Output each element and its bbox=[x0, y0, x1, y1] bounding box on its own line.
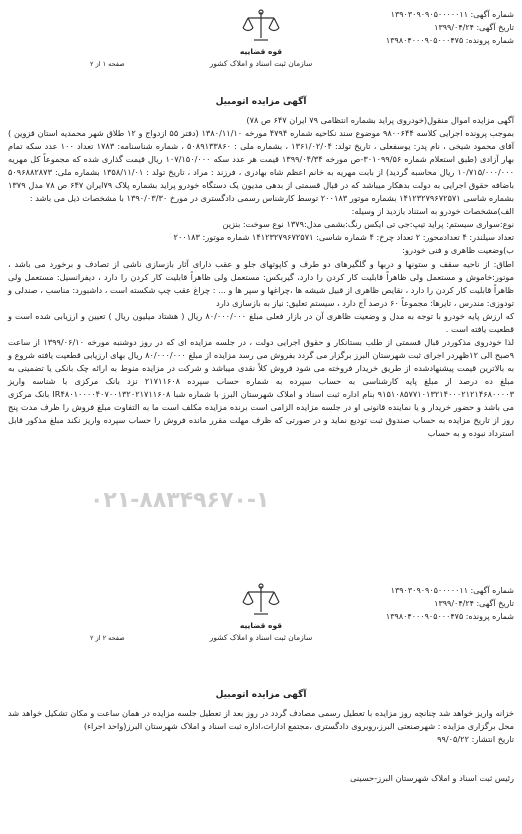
paragraph: اطاق: از ناحیه سقف و ستونها و دربها و گلگیرهای دو طرف و کاپوتهای جلو و عقب دارای آثار بازسازی ناشی از تصادف و برخورد می باشد ، موتور:خاموش و مستعمل ولی ظاهراً قابلیت کار کردن را دارد، گیربکس: مستعمل ولی ظاهراً قابلیت کار کردن را دارد ، دیفرانسیل: مستعمل ولی ظاهراً قابلیت کار کردن را دارد ، نقایص ظاهری از قبیل شیشه ها ،چراغها و سپر ها و ... : چراغ عقب چپ شکسته است ، داشبورد: مناسب ، صندلی و تودوزی: مندرس ، تایرها: مجموعاً ۶۰ درصد آج دارد ، سیستم تعلیق: نیاز به بازسازی دارد bbox=[8, 258, 514, 308]
organization-name: سازمان ثبت اسناد و املاک کشور bbox=[209, 633, 313, 642]
organization-name: سازمان ثبت اسناد و املاک کشور bbox=[209, 59, 313, 68]
case-number: شماره پرونده: ۱۳۹۸۰۴۰۰۰۹۰۵۰۰۰۴۷۵ bbox=[385, 36, 514, 45]
paragraph: آگهی مزایده اموال منقول(خودروی پراید بشماره انتظامی ۷۹ ایران ۶۴۷ ص ۷۸) bbox=[246, 115, 514, 125]
phone-watermark: ۰۲۱-۸۸۳۴۹۶۷۰-۱ bbox=[90, 488, 270, 513]
page-number: صفحه ۱ از ۲ bbox=[90, 60, 125, 68]
document-title: آگهی مزایده اتومبیل bbox=[215, 97, 307, 107]
signature-line: رئیس ثبت اسناد و املاک شهرستان البرز-حسینی bbox=[350, 773, 514, 783]
notice-number: شماره آگهی: ۱۳۹۰۳۰۹۰۹۰۵۰۰۰۰۰۱۱ bbox=[390, 10, 514, 19]
document-body-2 bbox=[8, 707, 514, 746]
paragraph: لذا خودروی مذکوردر قبال قسمتی از طلب بستانکار و حقوق اجرایی دولت ، در جلسه مزایده ای که در روز دوشنبه مورخه ۱۳۹۹/۰۶/۱۰ از ساعت ۹صبح الی ۱۲ظهردر اجرای ثبت شهرستان البرز برگزار می گردد بفروش می رسد مزایده از مبلغ ۸۰/۰۰۰/۰۰۰ ریال بهای ارزیابی قطعیت یافته شروع و به بالاترین قیمت پیشنهادشده از طریق خریدار فروخته می شود فروش کلاً نقدی میباشد و شرکت در مزایده منوط به ارائه چک بانکی یا تضمینی به مبلغ ده درصد از مبلغ پایه کارشناسی به حساب سپرده به شماره حساب سپرده ۲۱۷۱۱۶۰۸ نزد بانک مرکزی با شناسه واریز ۹۱۵۱۰۸۵۷۷۱۰۱۳۲۱۴۰۰۰۲۱۲۱۴۶۸۰۰۰۰۳ بنام اداره ثبت اسناد و املاک شهرستان البرز با شماره شبا IR۴۸۰۱۰۰۰۰۴۰۷۰۰۱۳۲۰۲۱۷۱۱۶۰۸ بانک مرکزی می باشد و حضور خریدار و یا نماینده قانونی او در جلسه مزایده الزامی است برنده مزایده مکلف است ما به التفاوت مبلغ فروش را ظرف مدت پنج روز از تاریخ مزایده به حساب صندوق ثبت تودیع نماید و در صورتی که ظرف مهلت مقرر مانده فروش را حساب سپرده واریز نکند مبلغ مذکور قابل استرداد نبوده و به حساب bbox=[8, 336, 515, 439]
paragraph: بموجب پرونده اجرایی کلاسه ۹۸۰۰۶۴۴ موضوع سند نکاحیه شماره ۴۷۹۴ مورخه ۱۳۸۰/۱۱/۱۰ (دفتر ۵۵ ازدواج و ۱۲ طلاق شهر محمدیه استان قزوین ) آقای محمود شیخی ، نام پدر: یوسفعلی ، تاریخ تولد: ۱۳۶۱/۰۲/۰۴ ، بشماره ملی : ۵۰۸۹۱۳۳۸۶۰ ، شماره شناسنامه: ۱۷۸۳ تعداد ۱۰۰ عدد سکه تمام بهار آزادی (طبق استعلام شماره ۳۰۱۰۹۹/۵۶-ص مورخه ۱۳۹۹/۰۴/۳۴ قیمت هر عدد سکه ۱۰۷/۱۵۰/۰۰۰ ریال قیمت گذاری شده که مجموعاً کل مهریه ۱۰/۷۱۵/۰۰۰/۰۰۰ ریال محاسبه گردید) از بابت مهریه به خانم اعظم شاه بهادری ، فرزند : مراد ، تاریخ تولد : ۱۳۵۸/۱۱/۰۱ بشماره ملی: ۵۰۹۶۸۸۲۸۷۳ باضافه حقوق اجرایی به دولت بدهکار میباشد که در قبال قسمتی از بدهی مدیون یک دستگاه خودرو پراید بشماره پلاک ۷۹ایران ۶۴۷ ص ۷۸ مدل ۱۳۷۹ بشماره شاسی ۱۴۱۲۳۲۷۹۶۷۲۵۷۱ بشماره موتور ۲۰۰۱۸۳ توسط کارشناس رسمی دادگستری در مورخ ۱۳۹۰/۰۳/۳۰ با مشخصات ذیل می باشد : bbox=[8, 128, 515, 204]
emblem-caption: قوه قضاییه bbox=[239, 621, 283, 630]
notice-meta-2 bbox=[386, 584, 514, 623]
notice-meta-1 bbox=[386, 8, 514, 47]
case-number: شماره پرونده: ۱۳۹۸۰۴۰۰۰۹۰۵۰۰۰۴۷۵ bbox=[385, 612, 514, 621]
paragraph: تعداد سیلندر: ۴ تعدادمحور: ۲ تعداد چرخ: ۴ شماره شاسی: ۱۴۱۲۳۲۷۹۶۷۲۵۷۱ شماره موتور: ۲۰۰۱۸۳ bbox=[173, 232, 514, 243]
publish-date: تاریخ انتشار: ۹۹/۰۵/۲۲ bbox=[437, 734, 514, 745]
document-title: آگهی مزایده اتومبیل bbox=[215, 690, 307, 700]
notice-date: تاریخ آگهی: ۱۳۹۹/۰۴/۲۴ bbox=[434, 23, 514, 32]
paragraph: نوع:سواری سیستم: پراید تیپ:جی تی ایکس رنگ:بشمی مدل:۱۳۷۹ نوع سوخت: بنزین bbox=[222, 219, 514, 230]
paragraph: الف)مشخصات خودرو به استناد بازدید از وسیله: bbox=[351, 206, 514, 217]
paragraph: ب)وضعیت ظاهری و فنی خودرو: bbox=[402, 245, 514, 256]
paragraph: که ارزش پایه خودرو با توجه به مدل و وضعیت ظاهری آن در بازار فعلی مبلغ ۸۰/۰۰۰/۰۰۰ ریال ( هشتاد میلیون ریال ) تعیین و ارزیابی شده است و قطعیت یافته است . bbox=[8, 310, 514, 334]
judiciary-emblem-icon bbox=[240, 582, 282, 620]
notice-date: تاریخ آگهی: ۱۳۹۹/۰۴/۲۴ bbox=[434, 599, 514, 608]
paragraph: خزانه واریز خواهد شد چنانچه روز مزایده با تعطیل رسمی مصادف گردد در روز بعد از تعطیل جلسه مزایده در همان ساعت و مکان تشکیل خواهد شد محل برگزاری مزایده : شهرصنعتی البرز،روبروی دادگستری ،مجتمع ادارات،اداره ثبت اسناد و املاک شهرستان البرز(واحد اجراء) bbox=[8, 708, 514, 732]
notice-number: شماره آگهی: ۱۳۹۰۳۰۹۰۹۰۵۰۰۰۰۰۱۱ bbox=[390, 586, 514, 595]
document-body-1 bbox=[8, 114, 514, 440]
emblem-caption: قوه قضاییه bbox=[239, 47, 283, 56]
judiciary-emblem-icon bbox=[240, 8, 282, 46]
page-number: صفحه ۲ از ۲ bbox=[90, 634, 125, 642]
